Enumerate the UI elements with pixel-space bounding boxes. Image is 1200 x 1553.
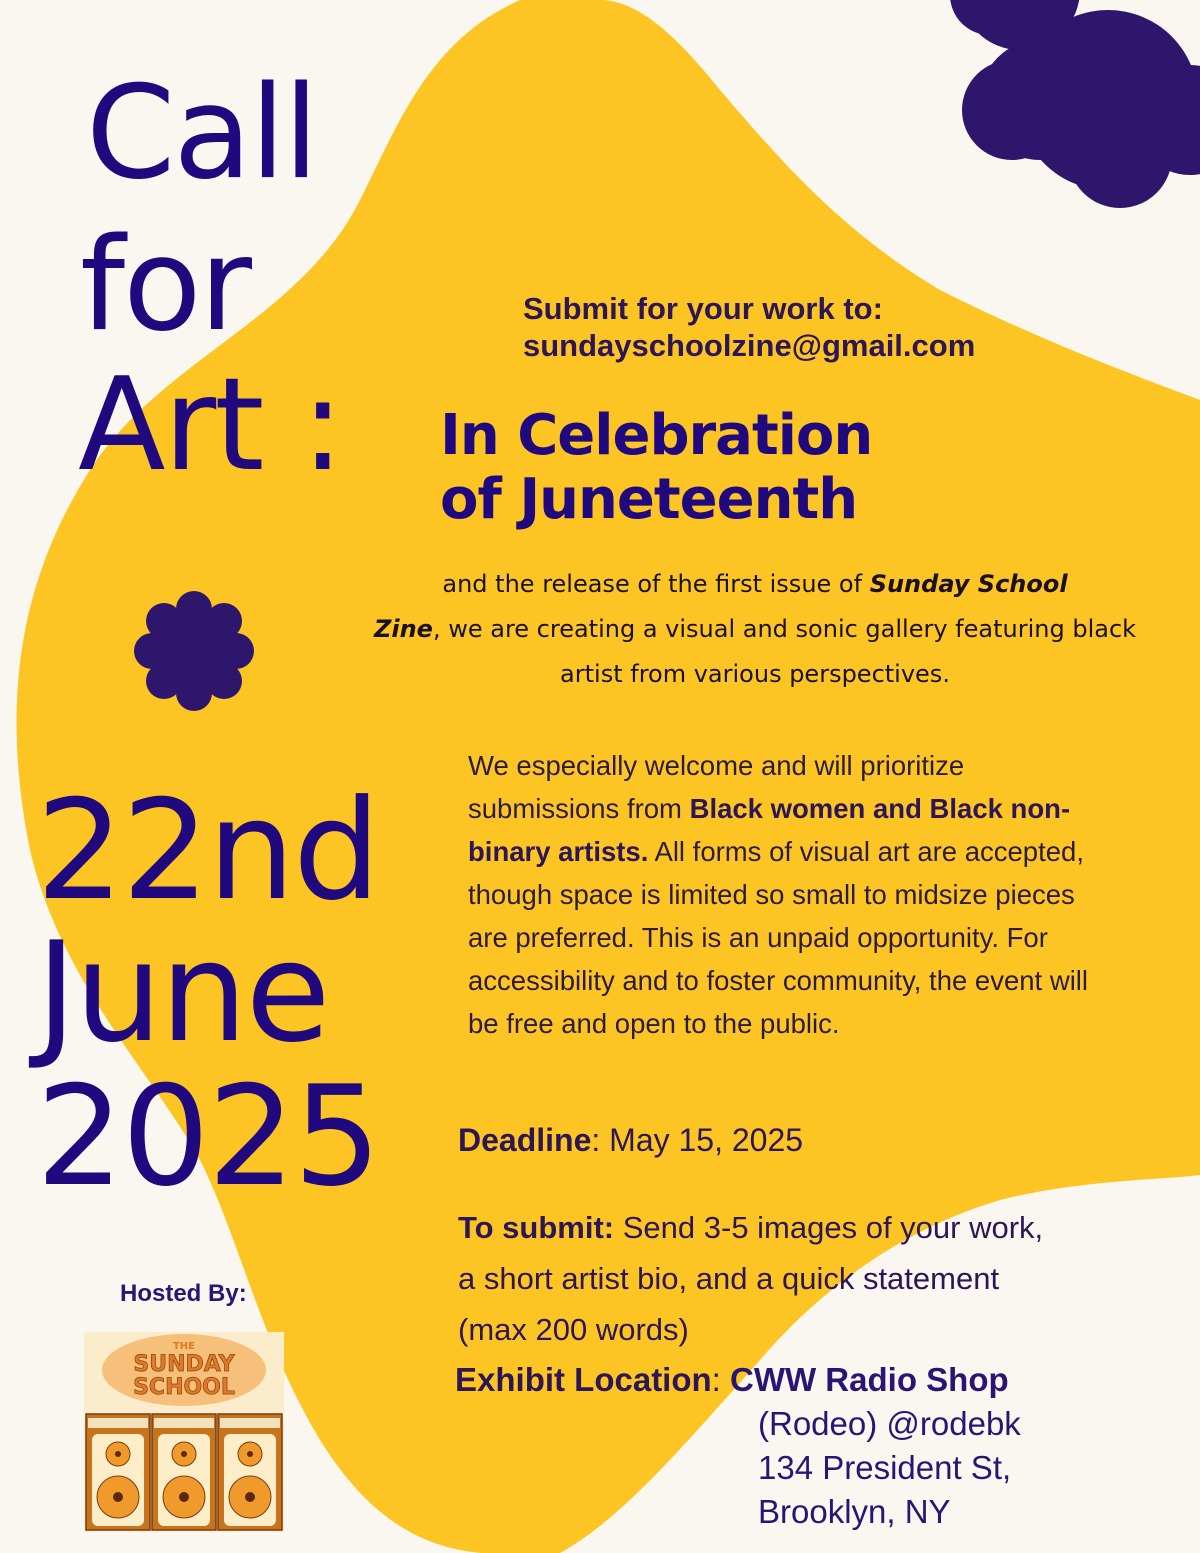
- submission-email-link[interactable]: sundayschoolzine@gmail.com: [523, 328, 976, 363]
- exhibit-location: [455, 1361, 1009, 1399]
- venue-city: Brooklyn, NY: [758, 1493, 951, 1530]
- details-paragraph: [468, 744, 1098, 1045]
- details-post: All forms of visual art are accepted, though space is limited so small to midsize pieces are preferred. This is an unpaid opportunity. For accessibility and to foster community, the event will be free and open to the public.: [468, 836, 1089, 1039]
- zine-name-1: Sunday School: [869, 570, 1068, 598]
- venue-name: CWW Radio Shop: [730, 1361, 1009, 1398]
- logo-sunday: SUNDAY: [133, 1352, 235, 1377]
- intro-pre: and the release of the first issue of: [442, 570, 870, 598]
- theme-title: [440, 404, 872, 532]
- venue-address: [758, 1402, 1021, 1534]
- location-sep: :: [711, 1361, 731, 1398]
- submit-label: Submit for your work to:: [523, 291, 883, 326]
- theme-line-2: of Juneteenth: [440, 467, 858, 532]
- to-submit-label: To submit:: [458, 1210, 615, 1245]
- theme-line-1: In Celebration: [440, 403, 873, 468]
- hosted-by-label: Hosted By:: [120, 1280, 247, 1307]
- deadline-value: : May 15, 2025: [591, 1122, 804, 1158]
- venue-handle: (Rodeo) @rodebk: [758, 1405, 1021, 1442]
- headline-call: Call: [86, 59, 317, 208]
- corner-flower-icon: [950, 0, 1200, 208]
- speaker-stack-icon: [86, 1414, 282, 1530]
- details-pre: We especially welcome and will prioritize submissions from: [468, 750, 965, 824]
- deadline: [458, 1122, 803, 1159]
- intro-post: , we are creating a visual and sonic gallery featuring black artist from various perspectives.: [432, 615, 1137, 688]
- event-year: 2025: [36, 1056, 380, 1217]
- event-day: 22nd: [36, 770, 379, 931]
- headline-art: Art :: [78, 351, 343, 500]
- to-submit-text: Send 3-5 images of your work, a short artist bio, and a quick statement (max 200 words): [458, 1210, 1044, 1347]
- logo-the: THE: [172, 1341, 196, 1352]
- event-month: June: [36, 912, 329, 1073]
- intro-paragraph: [370, 562, 1140, 697]
- logo-school: SCHOOL: [133, 1375, 235, 1400]
- venue-street: 134 President St,: [758, 1449, 1012, 1486]
- submit-instructions: [458, 1202, 1058, 1355]
- sunday-school-logo: [84, 1332, 284, 1532]
- small-flower-icon: [134, 591, 254, 711]
- headline-for: for: [80, 211, 250, 360]
- deadline-label: Deadline: [458, 1122, 592, 1158]
- location-label: Exhibit Location: [455, 1361, 712, 1398]
- details-bold: Black women and Black non-binary artists.: [468, 793, 1071, 867]
- zine-name-2: Zine: [373, 615, 433, 643]
